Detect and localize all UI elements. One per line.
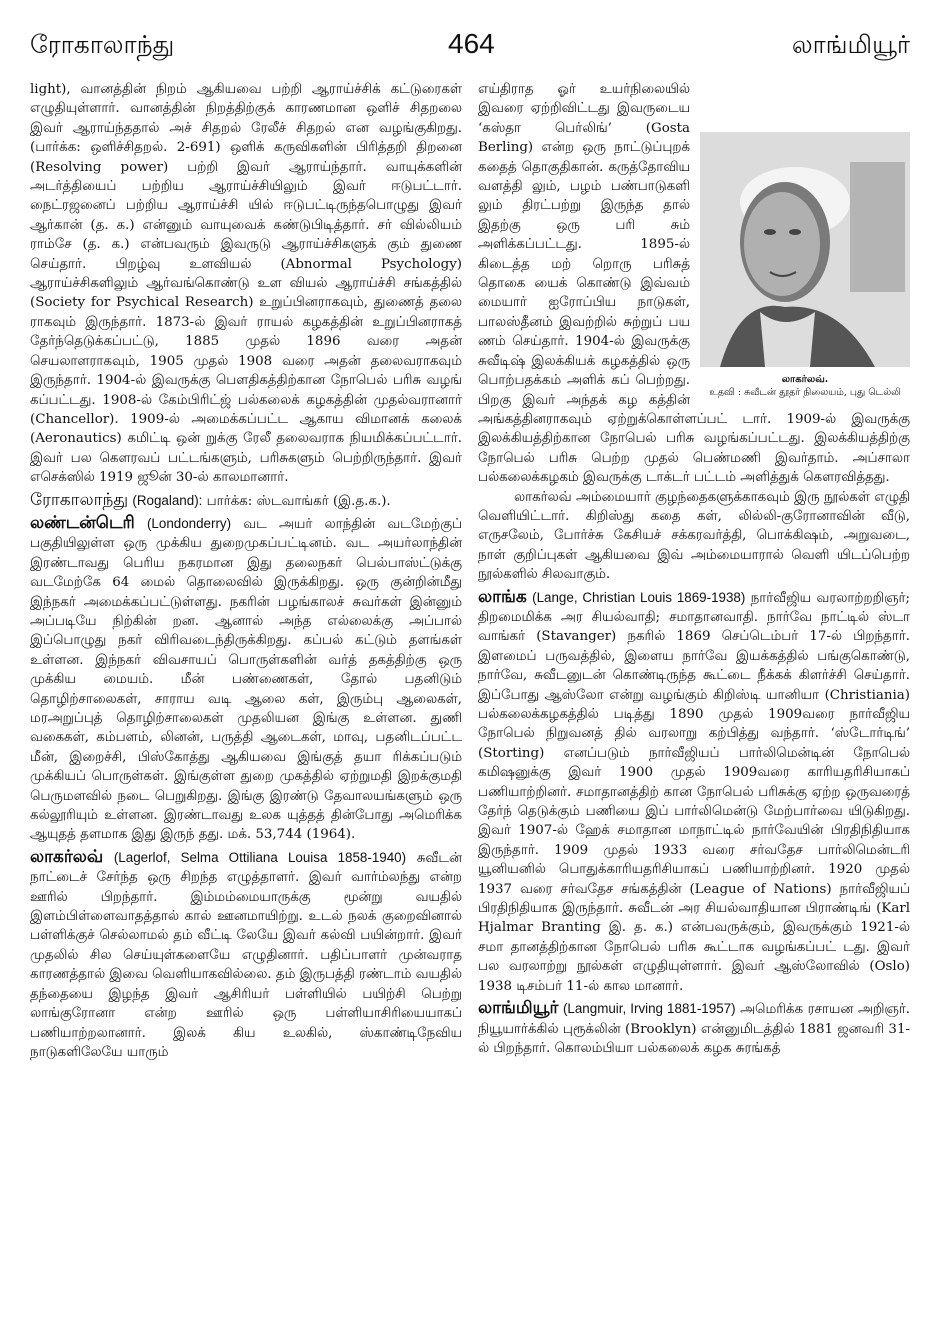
page-number: 464: [448, 28, 495, 59]
entry-londonderry: [30, 514, 462, 845]
entry-headword: லாங்மியூர்: [478, 998, 559, 1019]
portrait-photo: [700, 132, 910, 367]
entry-text: அமெரிக்க ரசாயன அறிஞர். நியூயார்க்கில் புரூக்லின் (Brooklyn) என்னுமிடத்தில் 1881 ஜனவரி 31-ல் பிறந்தார். கொலம்பியா பல்கலைக் கழக சுரங்கத்: [478, 1002, 911, 1056]
lagerlof-children-books: லாகர்லவ் அம்மையார் குழந்தைகளுக்காகவும் இரு நூல்கள் எழுதி வெளியிட்டார். கிறிஸ்து கதை கள், லில்லி-குரோனாவின் வீடு, எருசலேம், போர்ச்சு கேசியச் சக்கரவர்த்தி, பொக்கிஷம், அறுவடை, நாள் குறிப்புகள் ஆகியவை இவ் அம்மையாரால் வெளி யிடப்பெற்ற நூல்களில் சிலவாகும்.: [478, 489, 910, 583]
running-head-left: ரோகாலாந்து: [30, 30, 175, 59]
entry-headword: லாகர்லவ்: [30, 846, 104, 867]
portrait-figure: [700, 132, 910, 399]
entry-langmuir: [478, 999, 910, 1058]
entry-latin-name: (Londonderry): [146, 515, 232, 531]
entry-headword: லாங்க: [478, 586, 527, 607]
entry-latin-name: (Lange, Christian Louis 1869-1938): [532, 589, 746, 605]
right-column: [478, 80, 910, 1058]
entry-latin-name: (Rogaland):: [132, 492, 203, 508]
entry-text: வட அயர் லாந்தின் வடமேற்குப் பகுதியிலுள்ள ஒரு முக்கிய துறைமுகப்பட்டினம். வட அயர்லாந்தின் இரண்டாவது பெரிய நகரமான இது தலைநகர் பெல்பாஸ்ட்டுக்கு வடமேற்கே 64 மைல் தொலைவில் இருக்கிறது. ஒரு குன்றின்மீது இந்நகர் அமைக்கப்பட்டுள்ளது. நகரின் பழங்காலச் சுவர்கள் இன்னும் அப்படியே நிற்கின் றன. ஆனால் அந்த எல்லைக்கு அப்பால் இப்பொழுது நகர் விரிவடைந்திருக்கிறது. கப்பல் கட்டும் தளங்கள் உள்ளன. இந்நகர் விவசாயப் பொருள்களின் வர்த் தகத்திற்கு ஒரு முக்கிய மையம். மீன் பண்ணைகள், தோல் பதனிடும் தொழிற்சாலைகள், சாராய வடி ஆலை கள், இரும்பு ஆலைகள், மரஅறுப்புத் தொழிற்சாலைகள் முதலியன இங்கு உள்ளன. துணி வகைகள், கம்பளம், லினன், பருத்தி ஆடைகள், மாவு, பதனிடப்பட்ட மீன், இறைச்சி, பிஸ்கோத்து ஆகியவை இங்குத் தயா ரிக்கப்படும் முக்கியப் பொருள்கள். இங்குள்ள துறை முகத்தில் ஏற்றுமதி இறக்குமதி பெருமளவில் நடை பெறுகிறது. இங்கு இரண்டு தேவாலயங்களும் ஒரு கல்லூரியும் உள்ளன. இரண்டாவது உலக யுத்தத் தின்போது அமெரிக்க ஆயுதத் தளமாக இது இருந் தது. மக். 53,744 (1964).: [30, 516, 463, 843]
entry-text: நார்வீஜிய வரலாற்றறிஞர்; திறமைமிக்க அர சியல்வாதி; சமாதானவாதி. நார்வே நாட்டில் ஸ்டா வாங்கர் (Stavanger) நகரில் 1869 செப்டெம்பர் 17-ல் பிறந்தார். இளமைப் பருவத்தில், இளைய நார்வே இயக்கத்தில் பங்குகொண்டு, நார்வே, சுவீடனுடன் கொண்டிருந்த கூட்டை நீக்கக் கிளர்ச்சி செய்தார். இப்போது ஆஸ்லோ என்று வழங்கும் கிறிஸ்டி யானியா (Christiania) பல்கலைக்கழகத்தில் படித்து 1890 முதல் 1909வரை நார்வீஜிய நோபெல் நிறுவனத் தில் வரலாறு கற்பித்து வந்தார். ‘ஸ்டோர்டிங்’ (Storting) எனப்படும் நார்வீஜியப் பார்லிமென்டின் நோபெல் கமிஷனுக்கு இவர் 1900 முதல் 1909வரை காரியதரிசியாகப் பணியாற்றினர். சமாதானத்திற் கான நோபெல் பரிசுக்கு ஏற்ற ஒருவரைத் தேர்ந் தெடுக்கும் பணியை இப் பார்லிமென்டு மேற்பார்வை யிடுகிறது. இவர் 1907-ல் ஹேக் சமாதான மாநாட்டில் நார்வேயின் பிரதிநிதியாக இருந்தார். 1909 முதல் 1933 வரை சர்வதேச பார்லிமென்டரி யூனியனில் பொதுக்காரியதரிசியாகப் பணியாற்றினர். 1920 முதல் 1937 வரை சர்வதேச சங்கத்தின் (League of Nations) நார்வீஜியப் பிரதிநிதியாக இருந்தார். சுவீடன் அர சியல்வாதியான பிராண்டிங் (Karl Hjalmar Branting இ. த. க.) என்பவருக்கும், இவருக்கும் 1921-ல் சமா தானத்திற்கான நோபெல் பரிசு கூட்டாக வழங்கப்பட் டது. இவர் பல வரலாற்று நூல்கள் எழுதியுள்ளார். இவர் ஆஸ்லோவில் (Oslo) 1938 டிசம்பர் 11-ல் கால மானார்.: [478, 590, 910, 994]
entry-latin-name: (Lagerlof, Selma Ottiliana Louisa 1858-1940): [113, 849, 407, 865]
portrait-caption: [700, 373, 910, 399]
entry-latin-name: (Langmuir, Irving 1881-1957): [562, 1001, 736, 1017]
entry-lagerlof: [30, 848, 462, 1062]
caption-credit: உதவி : சுவீடன் தூதர் நிலையம், புது டெல்லி: [709, 387, 901, 398]
entry-text: பார்க்க: ஸ்டவாங்கர் (இ.த.க.).: [206, 493, 391, 509]
lagerlof-entry-continuation: எய்திராத ஓர் உயர்நிலையில் இவரை ஏற்றிவிட்டது இவருடைய ‘கஸ்தா பெர்லிங்’ (Gosta Berling) என்ற ஒரு நாட்டுப்புறக் கதைத் தொகுதிகான். கருத்தோவிய வளத்தி லும், பழம் பண்பாடுகளி லும் திரட்பற்று இருந்த தால் இதற்கு ஒரு பரி சும் அளிக்கப்பட்டது. 1895-ல் கிடைத்த மற் றொரு பரிசுத் தொகை யைக் கொண்டு இவ்வம் மையார் ஐரோப்பிய நாடுகள், பாலஸ்தீனம் இவற்றில் சுற்றுப் பய ணம் செய்தார். 1904-ல் இவருக்கு சுவீடிஷ் இலக்கியக் கழகத்தில் ஒரு பொற்பதக்கம் அளிக் கப் பெற்றது. பிறகு இவர் அந்தக் கழ கத்தின் அங்கத்தினராகவும் ஏற்றுக்கொள்ளப்பட் டார். 1909-ல் இவருக்கு இலக்கியத்திற்கான நோபெல் பரிசு வழங்கப்பட்டது. இலக்கியத்திற்கு நோபெல் பரிசு பெற்ற முதல் பெண்மணி இவர்தாம். அப்சாலா பல்கலைக்கழகம் இவருக்கு டாக்டர் பட்டம் அளித்துக் கௌரவித்தது.: [478, 82, 910, 486]
entry-headword: ரோகாலாந்து: [30, 489, 129, 510]
entry-rogaland: [30, 491, 462, 511]
entry-lange: [478, 588, 910, 997]
left-column: [30, 80, 462, 1062]
page-header: [30, 20, 910, 60]
caption-name: லாகர்லவ்.: [781, 374, 829, 385]
rayleigh-entry-continuation: light), வானத்தின் நிறம் ஆகியவை பற்றி ஆராய்ச்சிக் கட்டுரைகள் எழுதியுள்ளார். வானத்தின் நிறத்திற்குக் காரணமான ஒளிச் சிதறலை இவர் ஆராய்ந்ததால் அச் சிதறல் ரேலீச் சிதறல் என வழங்குகிறது. (பார்க்க: ஒளிச்சிதறல். 2-691) ஒளிக் கருவிகளின் பிரித்தறி திறனை (Resolving power) பற்றி இவர் ஆராய்ந்தார். வாயுக்களின் அடர்த்தியைப் பற்றிய ஆராய்ச்சியிலும் இவர் ஈடுபட்டார். நைட்ரஜனைப் பற்றிய ஆராய்ச்சி யில் ஈடுபட்டிருந்தபொழுது இவர் ஆர்கான் (த. க.) என்னும் வாயுவைக் கண்டுபிடித்தார். சர் வில்லியம் ராம்சே (த. க.) என்பவரும் இவருடு ஆராய்ச்சிகளுக் கும் துணை செய்தார். பிறழ்வு உளவியல் (Abnormal Psychology) ஆராய்ச்சிகளிலும் ஆர்வங்கொண்டு உள வியல் ஆராய்ச்சி சங்கத்தில் (Society for Psychical Research) உறுப்பினராகவும், துணைத் தலை ராகவும் இருந்தார். 1873-ல் இவர் ராயல் கழகத்தின் உறுப்பினராகத் தேர்ந்தெடுக்கப்பட்டு, 1885 முதல் 1896 வரை அதன் செயலாளராகவும், 1905 முதல் 1908 வரை அதன் தலைவராகவும் இருந்தார். 1904-ல் இவருக்கு பௌதிகத்திற்கான நோபெல் பரிசு வழங் கப்பட்டது. 1908-ல் கேம்பிரிட்ஜ் பல்கலைக் கழகத்தின் முதல்வரானார் (Chancellor). 1909-ல் அமைக்கப்பட்ட ஆகாய விமானக் கலைக் (Aeronautics) கமிட்டி ஒன் றுக்கு ரேலீ தலைவராக நியமிக்கப்பட்டார். இவர் பல கௌரவப் பட்டங்களும், பரிசுகளும் பெற்றிருந்தார். இவர் எசெக்ஸில் 1919 ஜூன் 30-ல் காலமானார்.: [30, 82, 462, 486]
entry-text: சுவீடன் நாட்டைச் சேர்ந்த ஒரு சிறந்த எழுத்தாளர். இவர் வார்ம்லந்து என்ற ஊரில் பிறந்தார். இம்மம்மையாருக்கு மூன்று வயதில் இளம்பிள்ளைவாதத்தால் கால் ஊனமாயிற்று. உடல் நலக் குறைவினால் பள்ளிக்குச் செல்லாமல் தம் வீட்டி லேயே இவர் கல்வி பயின்றார். இவர் முதலில் சில செய்யுள்களையே எழுதினார். பதிப்பாளர் முன்வராத காரணத்தால் இவை வெளியாகவில்லை. தம் இருபத்தி ரண்டாம் வயதில் தந்தையை இழந்த இவர் ஆசிரியர் பள்ளியில் பயிற்சி பெற்று லாங்குரோனா என்ற ஊரில் ஒரு பள்ளியாசிரியையாகப் பணியாற்றலானார். இலக் கிய உலகில், ஸ்காண்டிநேவிய நாடுகளிலேயே யாரும்: [30, 850, 462, 1060]
entry-headword: லண்டன்டெரி: [30, 512, 135, 533]
running-head-right: லாங்மியூர்: [791, 30, 910, 59]
